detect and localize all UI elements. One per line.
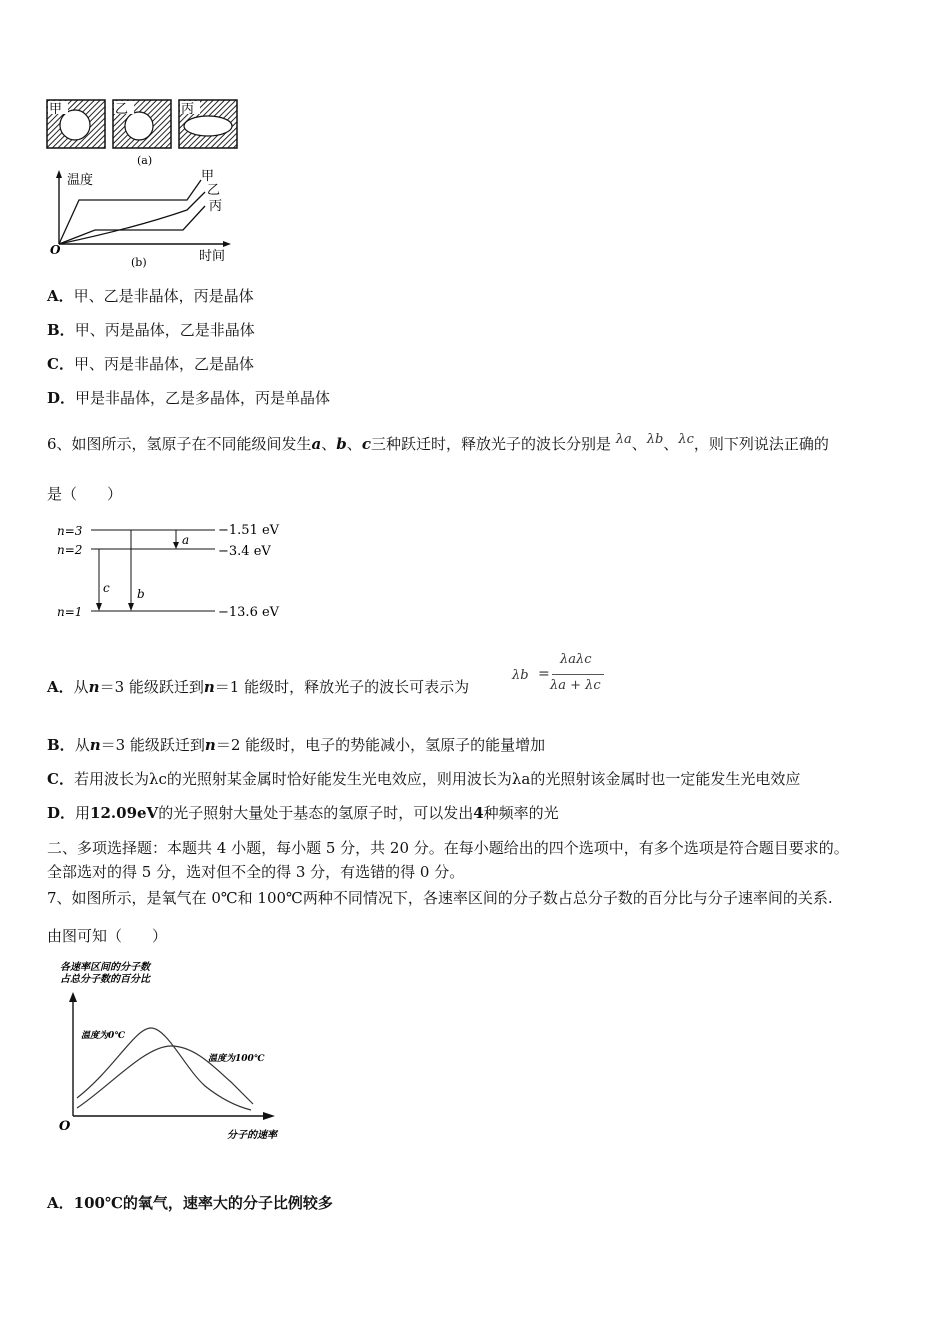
q7-option-a: A．100℃的氧气，速率大的分子比例较多	[47, 1194, 333, 1212]
q6-option-d: D．用12.09eV的光子照射大量处于基态的氢原子时，可以发出4种频率的光	[47, 804, 559, 822]
level-n1-energy: −13.6 eV	[218, 605, 280, 620]
section2-line1: 二、多项选择题：本题共 4 小题，每小题 5 分，共 20 分。在每小题给出的四个选项中，有多个选项是符合题目要求的。	[47, 839, 849, 857]
figure-b-xlabel: 时间	[199, 249, 226, 264]
box-bing-label: 丙	[181, 102, 195, 117]
graph-ylabel-line1: 各速率区间的分子数	[60, 962, 150, 973]
formula-lambda-b	[512, 650, 612, 700]
formula-numerator: λaλc	[560, 652, 592, 667]
level-n2-label: n=2	[57, 543, 83, 557]
label-100c: 温度为100℃	[208, 1054, 265, 1064]
q5-option-a: A．甲、乙是非晶体，丙是晶体	[47, 287, 254, 305]
figure-a	[45, 98, 245, 168]
q6-option-a: A．从n＝3 能级跃迁到n＝1 能级时，释放光子的波长可表示为	[47, 678, 470, 696]
figure-b	[45, 166, 245, 268]
box-yi-label: 乙	[115, 102, 129, 117]
label-0c: 温度为0℃	[81, 1031, 126, 1041]
q6-stem-line1: 6、如图所示，氢原子在不同能级间发生a、b、c三种跃迁时，释放光子的波长分别是 λa、λb、λc，则下列说法正确的	[47, 432, 829, 453]
transition-c-label: c	[103, 581, 110, 595]
figure-a-caption: (a)	[137, 154, 153, 167]
q6-option-c: C．若用波长为λc的光照射某金属时恰好能发生光电效应，则用波长为λa的光照射该金属时也一定能发生光电效应	[47, 770, 801, 788]
transition-a-label: a	[182, 533, 190, 547]
figure-b-ylabel: 温度	[67, 173, 94, 188]
q6-stem-line2: 是（ ）	[47, 485, 123, 503]
box-jia-label: 甲	[49, 102, 63, 117]
formula-lhs: λb	[512, 668, 529, 683]
box-bing	[179, 100, 237, 148]
level-n2-energy: −3.4 eV	[218, 544, 271, 559]
q5-option-d: D．甲是非晶体，乙是多晶体，丙是单晶体	[47, 389, 331, 407]
q6-option-b: B．从n＝3 能级跃迁到n＝2 能级时，电子的势能减小，氢原子的能量增加	[47, 736, 546, 754]
box-yi	[113, 100, 171, 148]
section2-line2: 全部选对的得 5 分，选对但不全的得 3 分，有选错的得 0 分。	[47, 863, 465, 881]
energy-level-diagram	[55, 518, 295, 624]
level-n1-label: n=1	[57, 605, 83, 619]
curve-label-jia: 甲	[201, 169, 215, 184]
graph-origin: O	[59, 1119, 71, 1134]
q5-option-c: C．甲、丙是非晶体，乙是晶体	[47, 355, 254, 373]
level-n3-label: n=3	[57, 524, 83, 538]
figure-b-caption: (b)	[131, 256, 147, 268]
transition-b-label: b	[137, 587, 145, 601]
formula-eq: =	[538, 666, 550, 682]
graph-xlabel: 分子的速率	[227, 1130, 277, 1141]
figure-b-origin: O	[50, 243, 61, 257]
curve-label-bing: 丙	[209, 199, 223, 214]
formula-fraction-bar	[552, 674, 604, 675]
q7-stem-line2: 由图可知（ ）	[47, 927, 168, 945]
graph-ylabel-line2: 占总分子数的百分比	[60, 974, 150, 985]
formula-denominator: λa + λc	[550, 678, 601, 693]
q5-option-b: B．甲、丙是晶体，乙是非晶体	[47, 321, 255, 339]
speed-distribution-graph	[55, 958, 300, 1146]
q7-stem-line1: 7、如图所示，是氧气在 0℃和 100℃两种不同情况下，各速率区间的分子数占总分子数的百分比与分子速率间的关系.	[47, 889, 833, 907]
level-n3-energy: −1.51 eV	[218, 523, 280, 538]
curve-label-yi: 乙	[207, 183, 221, 198]
box-jia	[47, 100, 105, 148]
